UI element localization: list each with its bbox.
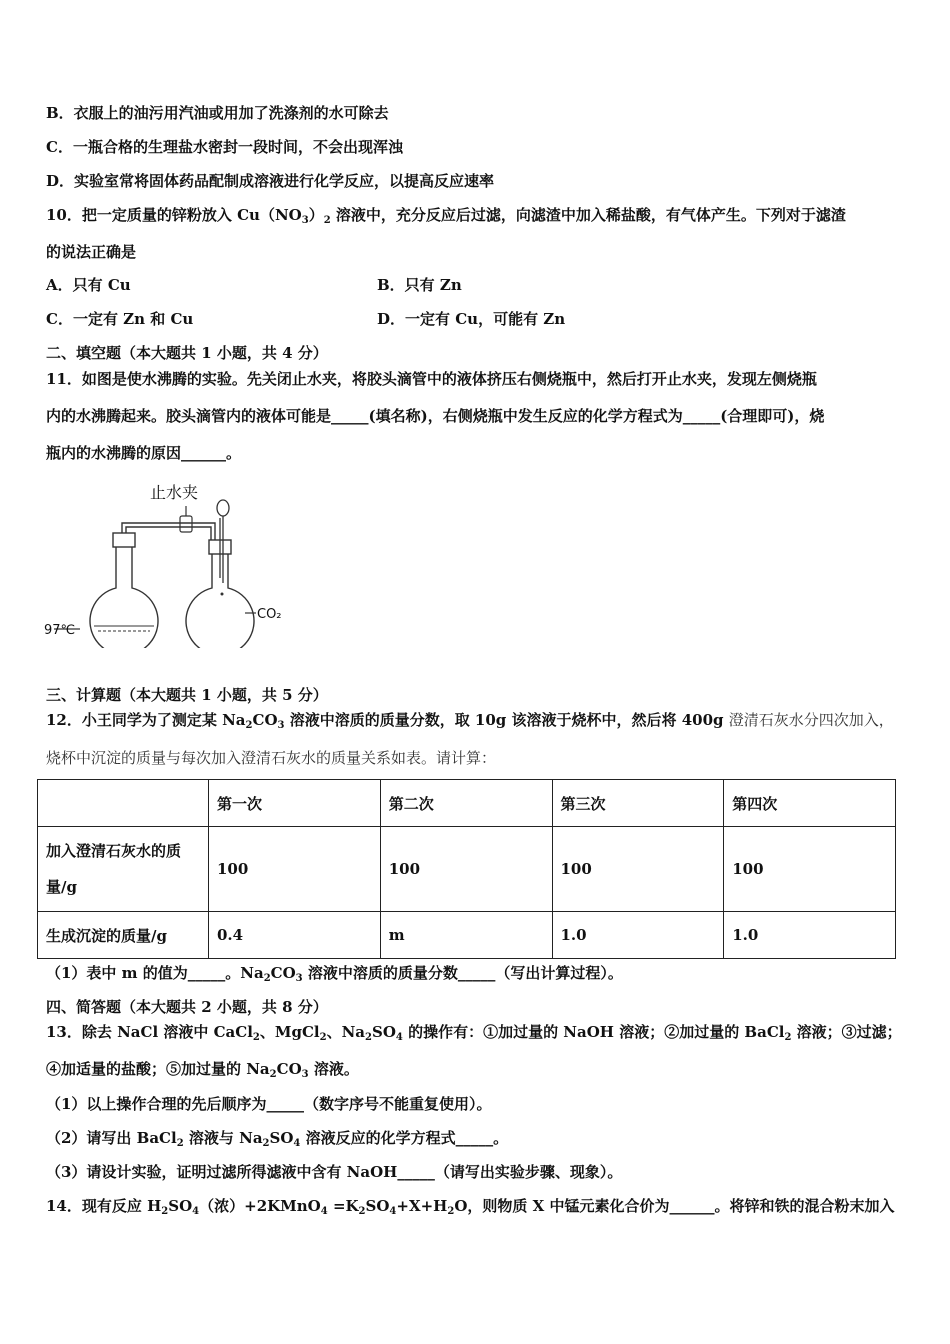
table-header-cell: 第一次 (209, 780, 381, 827)
table-cell: 100 (724, 827, 896, 912)
q13-line2: ④加适量的盐酸；⑤加过量的 $Na_2CO_3$ 溶液。 (46, 1060, 359, 1080)
water-level (94, 626, 154, 631)
precipitate-table (37, 779, 896, 959)
table-header-cell: 第二次 (380, 780, 552, 827)
section3-title: 三、计算题（本大题共 1 小题，共 5 分） (46, 686, 328, 704)
table-cell: 100 (209, 827, 381, 912)
q13-sub1: （1）以上操作合理的先后顺序为_____（数字序号不能重复使用）。 (46, 1095, 492, 1113)
table-header-cell: 第三次 (552, 780, 724, 827)
droplet-icon (221, 593, 224, 596)
q11-line1: 11．如图是使水沸腾的实验。先关闭止水夹，将胶头滴管中的液体挤压右侧烧瓶中，然后打开止水夹，发现左侧烧瓶 (46, 370, 817, 388)
section4-title: 四、简答题（本大题共 2 小题，共 8 分） (46, 998, 328, 1016)
q12-line1: 12．小王同学为了测定某 $Na_2CO_3$ 溶液中溶质的质量分数，取 10g 该溶液于烧杯中，然后将 400g 澄清石灰水分四次加入， (46, 711, 894, 731)
gas-label: CO₂ (257, 607, 282, 622)
connecting-tube (122, 523, 215, 540)
q10-option-b: B．只有 Zn (377, 276, 462, 294)
table-cell: 100 (552, 827, 724, 912)
q12-sub1: （1）表中 m 的值为_____。$Na_2CO_3$ 溶液中溶质的质量分数_____（写出计算过程）。 (46, 964, 623, 984)
temperature-label: 97℃ (44, 623, 76, 638)
q13-line1: 13．除去 NaCl 溶液中 CaCl$_2$、MgCl$_2$、$Na_2SO_4$ 的操作有：①加过量的 NaOH 溶液；②加过量的 BaCl$_2$ 溶液；③过滤； (46, 1023, 902, 1043)
table-cell: 100 (380, 827, 552, 912)
table-row-label: 生成沉淀的质量/g (38, 912, 209, 959)
q10-stem: 10．把一定质量的锌粉放入 $Cu(NO_3)_2$ 溶液中，充分反应后过滤，向滤渣中加入稀盐酸，有气体产生。下列对于滤渣 (46, 206, 846, 226)
q10-option-a: A．只有 Cu (46, 276, 131, 294)
q13-sub2: （2）请写出 BaCl$_2$ 溶液与 $Na_2SO_4$ 溶液反应的化学方程式_____。 (46, 1129, 509, 1149)
q10-option-d: D．一定有 Cu，可能有 Zn (377, 310, 566, 328)
q14-line1: 14．现有反应 $H_2SO_4$（浓）+2KMnO$_4$ $=K_2SO_4+X+H_2O$，则物质 X 中锰元素化合价为______。将锌和铁的混合粉末加入 (46, 1197, 895, 1217)
clamp-label: 止水夹 (150, 483, 199, 502)
table-row (38, 827, 896, 912)
left-stopper (113, 533, 135, 547)
table-cell: 0.4 (209, 912, 381, 959)
table-header-cell (38, 780, 209, 827)
table-header-cell: 第四次 (724, 780, 896, 827)
table-row (38, 912, 896, 959)
table-cell: m (380, 912, 552, 959)
q10-option-c: C．一定有 Zn 和 Cu (46, 310, 194, 328)
q11-line2: 内的水沸腾起来。胶头滴管内的液体可能是_____(填名称)，右侧烧瓶中发生反应的化学方程式为_____(合理即可)，烧 (46, 407, 825, 425)
q11-line3: 瓶内的水沸腾的原因______。 (46, 444, 242, 462)
table-header-row (38, 780, 896, 827)
table-cell: 1.0 (724, 912, 896, 959)
q13-sub3: （3）请设计实验，证明过滤所得滤液中含有 NaOH_____（请写出实验步骤、现象）。 (46, 1163, 623, 1181)
boiling-apparatus-diagram (40, 478, 300, 648)
section2-title: 二、填空题（本大题共 1 小题，共 4 分） (46, 344, 328, 362)
q12-line2: 烧杯中沉淀的质量与每次加入澄清石灰水的质量关系如表。请计算： (46, 749, 497, 767)
dropper-icon (217, 500, 229, 583)
table-row-label: 加入澄清石灰水的质 量/g (38, 827, 209, 912)
table-cell: 1.0 (552, 912, 724, 959)
clamp-icon (180, 506, 192, 532)
q9-option-c: C．一瓶合格的生理盐水密封一段时间，不会出现浑浊 (46, 138, 403, 156)
q9-option-b: B．衣服上的油污用汽油或用加了洗涤剂的水可除去 (46, 104, 389, 122)
q9-option-d: D．实验室常将固体药品配制成溶液进行化学反应，以提高反应速率 (46, 172, 495, 190)
q10-stem-line2: 的说法正确是 (46, 243, 137, 261)
